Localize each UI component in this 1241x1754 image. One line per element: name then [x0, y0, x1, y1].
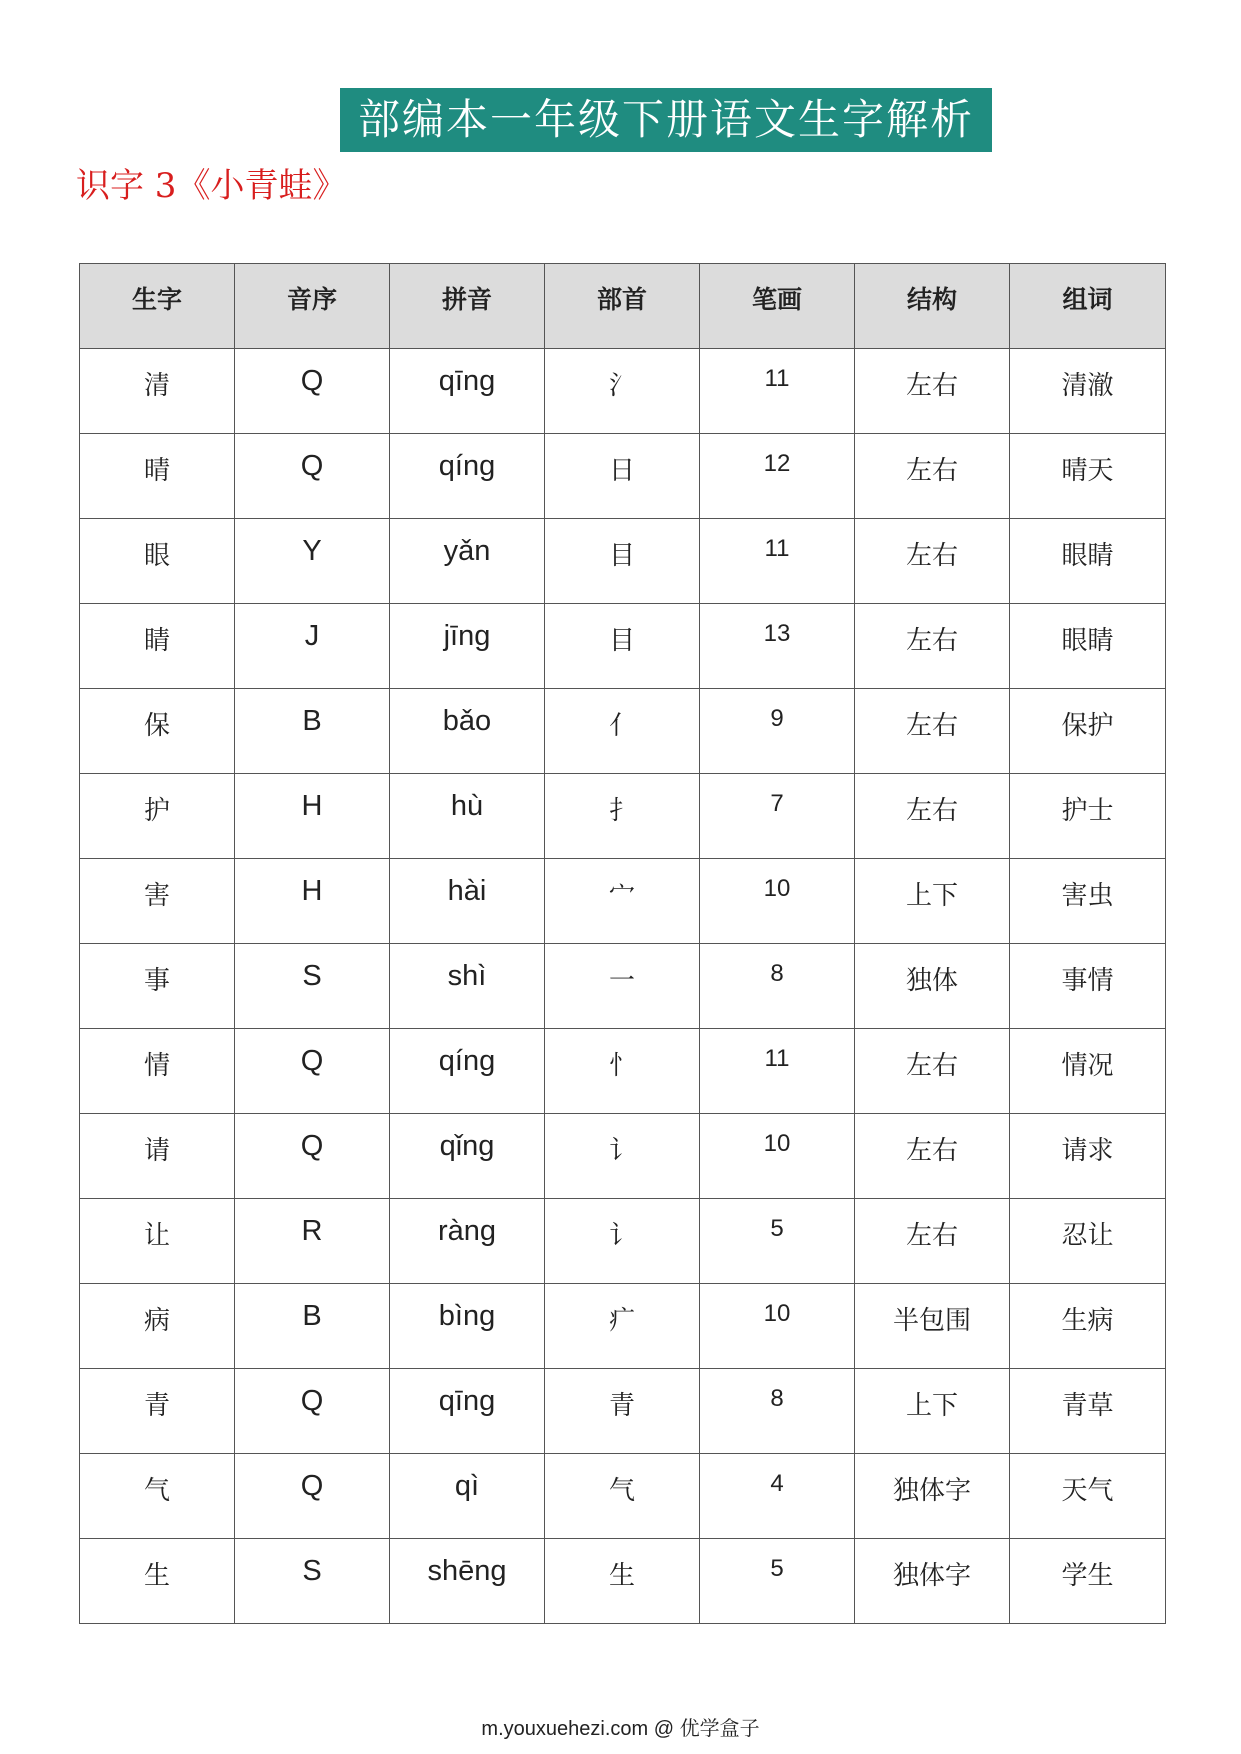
- cell-initial: Q: [235, 1029, 390, 1114]
- table-row: [80, 1539, 1166, 1624]
- table-row: [80, 1029, 1166, 1114]
- cell-strokes: 11: [700, 349, 855, 434]
- cell-char: 请: [80, 1114, 235, 1199]
- cell-structure: 左右: [855, 604, 1010, 689]
- table-row: [80, 1114, 1166, 1199]
- cell-initial: H: [235, 859, 390, 944]
- cell-structure: 左右: [855, 1199, 1010, 1284]
- cell-strokes: 5: [700, 1199, 855, 1284]
- cell-word: 保护: [1010, 689, 1166, 774]
- cell-structure: 左右: [855, 689, 1010, 774]
- cell-pinyin: ràng: [390, 1199, 545, 1284]
- cell-pinyin: jīng: [390, 604, 545, 689]
- table-row: [80, 349, 1166, 434]
- cell-initial: Q: [235, 1369, 390, 1454]
- table-row: [80, 604, 1166, 689]
- cell-radical: 一: [545, 944, 700, 1029]
- table-row: [80, 944, 1166, 1029]
- cell-structure: 半包围: [855, 1284, 1010, 1369]
- cell-initial: Q: [235, 1114, 390, 1199]
- cell-radical: 目: [545, 519, 700, 604]
- cell-word: 情况: [1010, 1029, 1166, 1114]
- table-row: [80, 859, 1166, 944]
- cell-strokes: 8: [700, 944, 855, 1029]
- cell-radical: 青: [545, 1369, 700, 1454]
- cell-pinyin: qǐng: [390, 1114, 545, 1199]
- cell-pinyin: qīng: [390, 1369, 545, 1454]
- cell-word: 学生: [1010, 1539, 1166, 1624]
- cell-char: 晴: [80, 434, 235, 519]
- cell-structure: 上下: [855, 859, 1010, 944]
- cell-word: 忍让: [1010, 1199, 1166, 1284]
- column-header-initial: 音序: [235, 264, 390, 349]
- cell-pinyin: bǎo: [390, 689, 545, 774]
- column-header-structure: 结构: [855, 264, 1010, 349]
- table-header-row: [80, 264, 1166, 349]
- cell-char: 眼: [80, 519, 235, 604]
- cell-strokes: 11: [700, 1029, 855, 1114]
- cell-word: 天气: [1010, 1454, 1166, 1539]
- cell-radical: 日: [545, 434, 700, 519]
- cell-char: 气: [80, 1454, 235, 1539]
- column-header-pinyin: 拼音: [390, 264, 545, 349]
- cell-char: 护: [80, 774, 235, 859]
- lesson-title: 识字 3《小青蛙》: [76, 166, 347, 206]
- cell-radical: 疒: [545, 1284, 700, 1369]
- cell-initial: S: [235, 944, 390, 1029]
- cell-char: 病: [80, 1284, 235, 1369]
- cell-strokes: 10: [700, 859, 855, 944]
- cell-pinyin: hài: [390, 859, 545, 944]
- cell-word: 事情: [1010, 944, 1166, 1029]
- cell-radical: 忄: [545, 1029, 700, 1114]
- column-header-strokes: 笔画: [700, 264, 855, 349]
- cell-pinyin: yǎn: [390, 519, 545, 604]
- cell-structure: 左右: [855, 1029, 1010, 1114]
- cell-pinyin: qì: [390, 1454, 545, 1539]
- cell-char: 情: [80, 1029, 235, 1114]
- cell-pinyin: hù: [390, 774, 545, 859]
- cell-pinyin: qíng: [390, 1029, 545, 1114]
- cell-radical: 讠: [545, 1199, 700, 1284]
- cell-radical: 气: [545, 1454, 700, 1539]
- cell-structure: 左右: [855, 434, 1010, 519]
- cell-word: 眼睛: [1010, 519, 1166, 604]
- cell-initial: B: [235, 689, 390, 774]
- table-row: [80, 434, 1166, 519]
- cell-pinyin: qīng: [390, 349, 545, 434]
- cell-structure: 独体: [855, 944, 1010, 1029]
- cell-word: 生病: [1010, 1284, 1166, 1369]
- cell-radical: 亻: [545, 689, 700, 774]
- character-table: [79, 263, 1166, 1624]
- table-row: [80, 1199, 1166, 1284]
- table-row: [80, 1454, 1166, 1539]
- cell-initial: Q: [235, 434, 390, 519]
- cell-pinyin: shì: [390, 944, 545, 1029]
- cell-pinyin: qíng: [390, 434, 545, 519]
- cell-word: 清澈: [1010, 349, 1166, 434]
- cell-strokes: 12: [700, 434, 855, 519]
- cell-word: 眼睛: [1010, 604, 1166, 689]
- cell-radical: 生: [545, 1539, 700, 1624]
- cell-initial: S: [235, 1539, 390, 1624]
- table-row: [80, 1284, 1166, 1369]
- column-header-radical: 部首: [545, 264, 700, 349]
- cell-radical: 讠: [545, 1114, 700, 1199]
- cell-strokes: 7: [700, 774, 855, 859]
- cell-structure: 上下: [855, 1369, 1010, 1454]
- cell-char: 青: [80, 1369, 235, 1454]
- cell-char: 保: [80, 689, 235, 774]
- cell-initial: Q: [235, 349, 390, 434]
- cell-structure: 左右: [855, 1114, 1010, 1199]
- cell-radical: 宀: [545, 859, 700, 944]
- table-row: [80, 519, 1166, 604]
- cell-radical: 扌: [545, 774, 700, 859]
- column-header-char: 生字: [80, 264, 235, 349]
- footer-text: m.youxuehezi.com @ 优学盒子: [481, 1718, 760, 1740]
- cell-word: 青草: [1010, 1369, 1166, 1454]
- cell-pinyin: bìng: [390, 1284, 545, 1369]
- cell-structure: 左右: [855, 519, 1010, 604]
- cell-structure: 左右: [855, 349, 1010, 434]
- cell-strokes: 10: [700, 1114, 855, 1199]
- cell-word: 请求: [1010, 1114, 1166, 1199]
- table-row: [80, 1369, 1166, 1454]
- cell-char: 睛: [80, 604, 235, 689]
- cell-strokes: 8: [700, 1369, 855, 1454]
- cell-strokes: 9: [700, 689, 855, 774]
- cell-structure: 独体字: [855, 1539, 1010, 1624]
- cell-word: 护士: [1010, 774, 1166, 859]
- cell-word: 晴天: [1010, 434, 1166, 519]
- cell-strokes: 4: [700, 1454, 855, 1539]
- cell-strokes: 11: [700, 519, 855, 604]
- cell-strokes: 13: [700, 604, 855, 689]
- column-header-word: 组词: [1010, 264, 1166, 349]
- cell-char: 生: [80, 1539, 235, 1624]
- cell-char: 让: [80, 1199, 235, 1284]
- cell-radical: 氵: [545, 349, 700, 434]
- table-row: [80, 689, 1166, 774]
- table-row: [80, 774, 1166, 859]
- cell-initial: H: [235, 774, 390, 859]
- table-body: [80, 349, 1166, 1624]
- cell-structure: 左右: [855, 774, 1010, 859]
- cell-char: 事: [80, 944, 235, 1029]
- cell-initial: R: [235, 1199, 390, 1284]
- banner-title: 部编本一年级下册语文生字解析: [340, 88, 992, 152]
- cell-strokes: 10: [700, 1284, 855, 1369]
- cell-initial: Y: [235, 519, 390, 604]
- cell-initial: J: [235, 604, 390, 689]
- cell-char: 清: [80, 349, 235, 434]
- cell-structure: 独体字: [855, 1454, 1010, 1539]
- cell-pinyin: shēng: [390, 1539, 545, 1624]
- cell-word: 害虫: [1010, 859, 1166, 944]
- cell-radical: 目: [545, 604, 700, 689]
- cell-strokes: 5: [700, 1539, 855, 1624]
- cell-char: 害: [80, 859, 235, 944]
- cell-initial: B: [235, 1284, 390, 1369]
- cell-initial: Q: [235, 1454, 390, 1539]
